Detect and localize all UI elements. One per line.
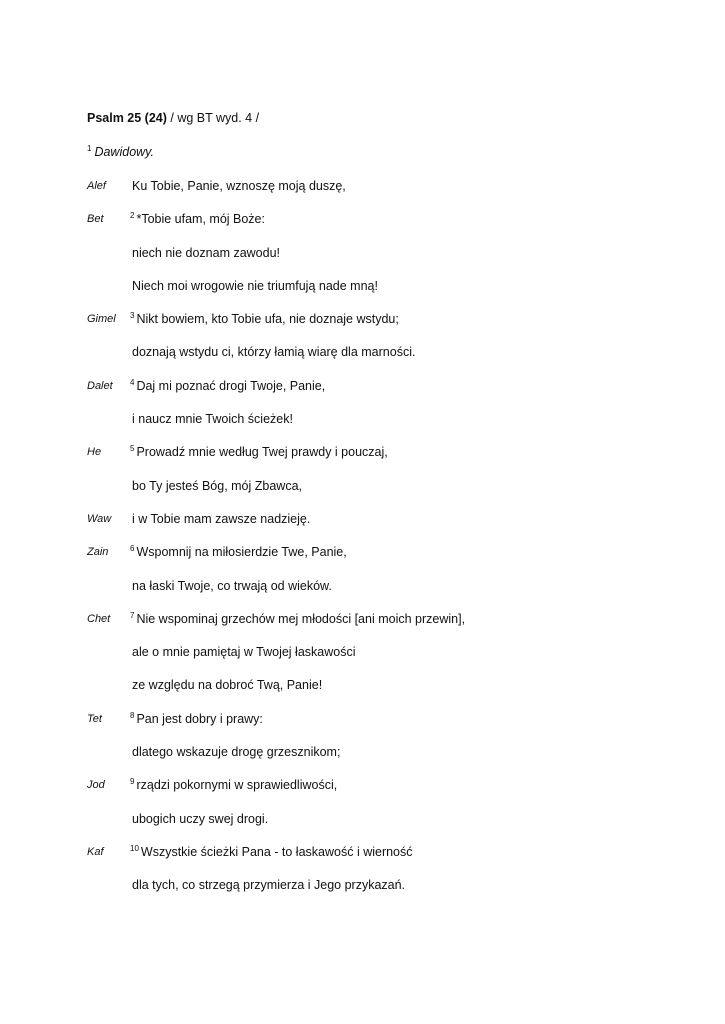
verse-text-container [130, 711, 263, 726]
hebrew-letter-label: Tet [87, 712, 102, 725]
verse-line [0, 378, 725, 411]
verse-text-container [130, 178, 346, 193]
verse-text-container [130, 511, 310, 526]
psalm-title [87, 111, 259, 125]
verse-text-container [130, 844, 413, 859]
verse-text: na łaski Twoje, co trwają od wieków. [132, 578, 332, 593]
verse-text-container [130, 611, 465, 626]
verse-text: ale o mnie pamiętaj w Twojej łaskawości [132, 645, 356, 660]
verse-text-container [130, 677, 322, 692]
verse-text-container [130, 211, 265, 226]
hebrew-letter-label: Kaf [87, 845, 104, 858]
verse-text: rządzi pokornymi w sprawiedliwości, [136, 778, 338, 793]
verse-line [0, 578, 725, 611]
verse-text: bo Ty jesteś Bóg, mój Zbawca, [132, 478, 302, 493]
verse-text: dlatego wskazuje drogę grzesznikom; [132, 745, 341, 760]
hebrew-letter-label: Zain [87, 546, 109, 559]
verse-text: Prowadź mnie według Twej prawdy i pouczaj, [136, 445, 388, 460]
hebrew-letter-label: Jod [87, 779, 105, 792]
verse-text: i w Tobie mam zawsze nadzieję. [132, 512, 311, 527]
superscription-text: Dawidowy. [94, 145, 154, 160]
verse-text-container [130, 278, 378, 293]
verse-line [0, 178, 725, 211]
verse-line [0, 844, 725, 877]
verse-text-container [130, 344, 415, 359]
psalm-superscription [87, 144, 154, 159]
verse-text: ze względu na dobroć Twą, Panie! [132, 678, 323, 693]
hebrew-letter-label: Dalet [87, 379, 113, 392]
psalm-verses [0, 178, 725, 911]
verse-line [0, 444, 725, 477]
verse-number: 7 [130, 610, 135, 620]
verse-text: *Tobie ufam, mój Boże: [136, 212, 265, 227]
verse-line [0, 311, 725, 344]
hebrew-letter-label: Gimel [87, 313, 116, 326]
verse-line [0, 877, 725, 910]
hebrew-letter-label: Waw [87, 512, 112, 525]
verse-number: 8 [130, 710, 135, 720]
verse-number: 4 [130, 377, 135, 387]
hebrew-letter-label: He [87, 446, 102, 459]
verse-text: Wspomnij na miłosierdzie Twe, Panie, [136, 545, 347, 560]
verse-line [0, 211, 725, 244]
verse-line [0, 245, 725, 278]
verse-line [0, 744, 725, 777]
verse-text-container [130, 544, 347, 559]
verse-text-container [130, 444, 388, 459]
psalm-title-edition: / wg BT wyd. 4 / [166, 111, 260, 125]
verse-text: Daj mi poznać drogi Twoje, Panie, [136, 378, 326, 393]
psalm-title-number: Psalm 25 (24) [87, 111, 167, 125]
verse-number: 2 [130, 211, 135, 221]
verse-text: Ku Tobie, Panie, wznoszę moją duszę, [132, 179, 346, 194]
verse-line [0, 811, 725, 844]
verse-line [0, 777, 725, 810]
verse-text: Nie wspominaj grzechów mej młodości [ani moich przewin], [136, 612, 466, 627]
verse-line [0, 478, 725, 511]
verse-text-container [130, 811, 268, 826]
verse-text-container [130, 644, 355, 659]
verse-line [0, 411, 725, 444]
verse-text-container [130, 744, 340, 759]
verse-text: dla tych, co strzegą przymierza i Jego przykazań. [132, 878, 406, 893]
verse-text: niech nie doznam zawodu! [132, 245, 281, 260]
verse-text-container [130, 378, 325, 393]
verse-line [0, 344, 725, 377]
verse-text: Niech moi wrogowie nie triumfują nade mną! [132, 279, 378, 294]
hebrew-letter-label: Alef [87, 180, 106, 192]
verse-number: 10 [130, 843, 139, 853]
verse-text: doznają wstydu ci, którzy łamią wiarę dla marności. [132, 345, 416, 360]
verse-number: 3 [130, 311, 135, 321]
verse-line [0, 677, 725, 710]
verse-text: Nikt bowiem, kto Tobie ufa, nie doznaje wstydu; [136, 312, 399, 327]
verse-text-container [130, 311, 399, 326]
verse-number: 1 [87, 144, 92, 153]
verse-number: 6 [130, 544, 135, 554]
verse-line [0, 511, 725, 544]
verse-line [0, 711, 725, 744]
verse-text: Pan jest dobry i prawy: [136, 711, 263, 726]
verse-text: ubogich uczy swej drogi. [132, 811, 269, 826]
verse-line [0, 544, 725, 577]
verse-text-container [130, 578, 332, 593]
verse-line [0, 611, 725, 644]
hebrew-letter-label: Chet [87, 612, 111, 625]
verse-text: Wszystkie ścieżki Pana - to łaskawość i wierność [140, 845, 413, 860]
verse-text-container [130, 245, 280, 260]
verse-line [0, 644, 725, 677]
verse-line [0, 278, 725, 311]
verse-text: i naucz mnie Twoich ścieżek! [132, 412, 293, 427]
verse-text-container [130, 877, 405, 892]
verse-number: 9 [130, 777, 135, 787]
verse-text-container [130, 411, 293, 426]
verse-number: 5 [130, 444, 135, 454]
hebrew-letter-label: Bet [87, 213, 104, 226]
verse-text-container [130, 478, 302, 493]
verse-text-container [130, 777, 337, 792]
